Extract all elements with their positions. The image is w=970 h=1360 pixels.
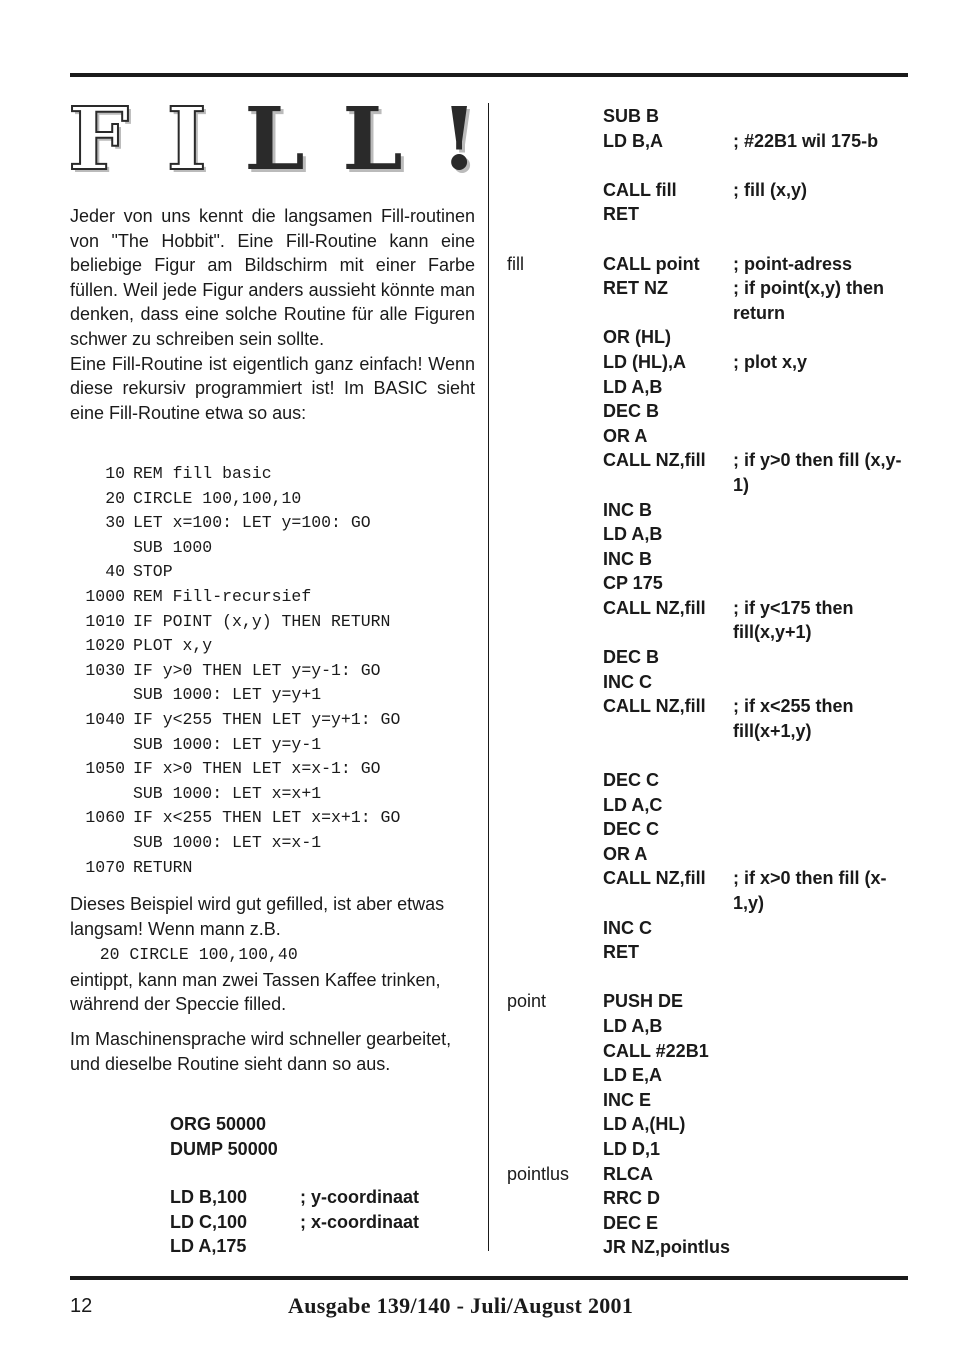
basic-line-code: SUB 1000: LET y=y+1 xyxy=(133,685,322,705)
asm-label xyxy=(507,178,603,203)
asm-instruction: CALL NZ,fill xyxy=(603,597,706,618)
basic-line xyxy=(70,831,400,856)
asm-instruction: LD E,A xyxy=(603,1065,663,1086)
asm-line xyxy=(507,178,907,203)
asm-comment xyxy=(733,645,907,670)
basic-line xyxy=(70,487,400,512)
basic-line-code: PLOT x,y xyxy=(133,636,213,656)
asm-left-listing xyxy=(170,1185,419,1259)
asm-line xyxy=(507,252,907,277)
asm-line xyxy=(507,916,907,941)
basic-line-number: 10 xyxy=(105,464,125,483)
title-letter: L xyxy=(244,89,305,190)
asm-instruction: INC B xyxy=(603,499,652,520)
asm-comment xyxy=(733,547,907,572)
asm-line xyxy=(507,596,907,645)
asm-line xyxy=(507,768,907,793)
asm-line xyxy=(507,1014,907,1039)
basic-line-code: REM fill basic xyxy=(133,464,272,483)
basic-line-code: SUB 1000 xyxy=(133,537,213,557)
asm-line xyxy=(507,1063,907,1088)
asm-line xyxy=(170,1185,419,1210)
asm-label xyxy=(507,129,603,154)
asm-instruction: INC B xyxy=(603,548,652,569)
asm-instruction: RET xyxy=(603,204,639,225)
asm-comment: ; if y>0 then fill (x,y-1) xyxy=(733,450,902,495)
asm-instruction: INC C xyxy=(603,917,652,938)
asm-label xyxy=(507,1186,603,1211)
asm-label xyxy=(507,1014,603,1039)
asm-comment xyxy=(733,940,907,965)
asm-line xyxy=(507,202,907,227)
asm-comment: ; point-adress xyxy=(733,253,853,274)
basic-line-number: 1060 xyxy=(85,808,125,828)
asm-label xyxy=(507,104,603,129)
example-code: 20 CIRCLE 100,100,40 xyxy=(70,945,298,965)
asm-label xyxy=(507,276,603,325)
example-text-2: eintippt, kann man zwei Tassen Kaffee trinken, während der Speccie filled. xyxy=(70,969,441,1015)
asm-comment xyxy=(733,571,907,596)
basic-line xyxy=(70,659,400,684)
asm-instruction: LD D,1 xyxy=(603,1138,661,1159)
asm-dump-line: DUMP 50000 xyxy=(170,1138,278,1159)
asm-comment xyxy=(733,842,907,867)
asm-comment: ; plot x,y xyxy=(733,351,808,372)
basic-line-number: 1000 xyxy=(85,586,125,606)
basic-line-number: 1040 xyxy=(85,709,125,729)
basic-line-number: 1030 xyxy=(85,660,125,680)
asm-line xyxy=(507,842,907,867)
asm-comment: ; if y<175 then fill(x,y+1) xyxy=(733,597,854,643)
asm-instruction: DEC B xyxy=(603,647,660,668)
asm-label: pointlus xyxy=(507,1163,570,1184)
basic-line-number: 40 xyxy=(105,562,125,582)
basic-line xyxy=(70,708,400,733)
asm-line xyxy=(507,325,907,350)
asm-line xyxy=(507,375,907,400)
asm-comment xyxy=(733,1235,907,1260)
asm-comment xyxy=(733,399,907,424)
basic-line-code: IF x<255 THEN LET x=x+1: GO xyxy=(133,808,401,828)
asm-label: point xyxy=(507,991,547,1012)
asm-line xyxy=(507,129,907,154)
asm-comment xyxy=(733,424,907,449)
asm-label xyxy=(507,399,603,424)
asm-label xyxy=(507,842,603,867)
basic-line-code: REM Fill-recursief xyxy=(133,586,312,606)
asm-comment: ; fill (x,y) xyxy=(733,179,808,200)
intro-text: Jeder von uns kennt die langsamen Fill-routinen von "The Hobbit". Eine Fill-Routine kann eine beliebige Figur am Bildschirm mit einer Farbe füllen. Weil jede Figur anders aussieht könnte man denken, dass eine solche Routine für alle Figuren schwer zu schreiben sein sollte. xyxy=(70,206,475,349)
asm-right-listing xyxy=(507,104,907,1260)
asm-instruction: LD (HL),A xyxy=(603,351,686,372)
basic-line xyxy=(70,462,400,487)
asm-comment xyxy=(733,522,907,547)
asm-instruction: SUB B xyxy=(603,106,660,126)
asm-line xyxy=(507,1211,907,1236)
asm-label xyxy=(507,1137,603,1162)
asm-instruction: LD A,C xyxy=(603,794,663,815)
asm-instruction: INC E xyxy=(603,1089,652,1110)
basic-line-code: IF POINT (x,y) THEN RETURN xyxy=(133,611,391,631)
asm-instruction: LD B,A xyxy=(603,130,663,151)
asm-line xyxy=(507,571,907,596)
asm-instruction: LD A,B xyxy=(603,524,663,545)
asm-instruction: JR NZ,pointlus xyxy=(603,1237,730,1258)
top-rule xyxy=(70,73,908,77)
asm-label: fill xyxy=(507,253,524,274)
basic-line-code: SUB 1000: LET x=x-1 xyxy=(133,832,322,852)
asm-comment: ; #22B1 wil 175-b xyxy=(733,130,879,151)
intro-text-2: Eine Fill-Routine ist eigentlich ganz einfach! Wenn diese rekursiv programmiert ist! Im BASIC sieht eine Fill-Routine etwa so aus: xyxy=(70,353,475,423)
asm-line xyxy=(507,448,907,497)
asm-label xyxy=(507,1211,603,1236)
asm-instruction: LD A,B xyxy=(603,376,663,397)
issue-label: Ausgabe 139/140 - Juli/August 2001 xyxy=(288,1293,634,1318)
asm-comment: ; y-coordinaat xyxy=(300,1187,420,1207)
machine-paragraph xyxy=(70,1027,475,1076)
basic-line-code: IF y>0 THEN LET y=y-1: GO xyxy=(133,660,381,680)
basic-line-code: LET x=100: LET y=100: GO xyxy=(133,513,371,533)
basic-listing xyxy=(70,462,400,880)
asm-comment xyxy=(733,104,907,129)
blank-line xyxy=(507,153,907,178)
asm-comment xyxy=(733,1162,907,1187)
asm-line xyxy=(507,940,907,965)
asm-instruction: PUSH DE xyxy=(603,991,684,1012)
asm-label xyxy=(507,498,603,523)
asm-label xyxy=(507,1235,603,1260)
title-letter: I xyxy=(166,89,207,190)
asm-comment xyxy=(733,375,907,400)
basic-line xyxy=(70,733,400,758)
asm-instruction: RRC D xyxy=(603,1188,660,1209)
asm-line xyxy=(507,1162,907,1187)
asm-label xyxy=(507,940,603,965)
asm-instruction: RET xyxy=(603,942,639,963)
asm-line xyxy=(507,350,907,375)
asm-comment xyxy=(733,1014,907,1039)
basic-line xyxy=(70,757,400,782)
asm-line xyxy=(507,1186,907,1211)
asm-instruction: CALL point xyxy=(603,253,700,274)
asm-instruction: DEC E xyxy=(603,1212,659,1233)
basic-line-code: IF y<255 THEN LET y=y+1: GO xyxy=(133,709,401,729)
asm-label xyxy=(507,596,603,645)
asm-label xyxy=(507,448,603,497)
asm-line xyxy=(507,522,907,547)
asm-label xyxy=(507,670,603,695)
page-number: 12 xyxy=(70,1295,93,1317)
basic-line xyxy=(70,610,400,635)
asm-instruction: DEC C xyxy=(603,819,660,840)
asm-comment xyxy=(733,1211,907,1236)
title-letter: F xyxy=(68,89,130,190)
blank-line xyxy=(507,743,907,768)
asm-line xyxy=(507,1235,907,1260)
basic-line-number: 1010 xyxy=(85,611,125,631)
asm-comment: ; x-coordinaat xyxy=(300,1211,420,1232)
asm-label xyxy=(507,325,603,350)
basic-line-number: 1050 xyxy=(85,759,125,779)
asm-label xyxy=(507,424,603,449)
asm-instruction: LD A,175 xyxy=(170,1236,247,1257)
asm-comment xyxy=(733,768,907,793)
asm-instruction: CALL NZ,fill xyxy=(603,868,706,889)
asm-line xyxy=(507,866,907,915)
asm-label xyxy=(507,1039,603,1064)
asm-instruction: RLCA xyxy=(603,1163,653,1184)
asm-comment xyxy=(733,325,907,350)
asm-comment xyxy=(733,670,907,695)
asm-comment xyxy=(733,1186,907,1211)
asm-label xyxy=(507,202,603,227)
asm-line xyxy=(507,498,907,523)
asm-instruction: LD A,B xyxy=(603,1015,663,1036)
asm-instruction: DEC C xyxy=(603,770,660,791)
asm-line xyxy=(507,645,907,670)
basic-line-code: IF x>0 THEN LET x=x-1: GO xyxy=(133,759,381,779)
asm-comment: ; if point(x,y) then return xyxy=(733,278,884,323)
asm-comment xyxy=(733,1137,907,1162)
basic-line xyxy=(70,536,400,561)
basic-line xyxy=(70,511,400,536)
asm-instruction: LD C,100 xyxy=(170,1211,248,1232)
asm-comment xyxy=(733,989,907,1014)
asm-instruction: DEC B xyxy=(603,401,660,422)
asm-label xyxy=(507,768,603,793)
asm-comment: ; if x<255 then fill(x+1,y) xyxy=(733,696,854,741)
asm-line xyxy=(507,1039,907,1064)
bottom-rule xyxy=(70,1276,908,1280)
asm-line xyxy=(507,817,907,842)
basic-line-number: 1070 xyxy=(85,857,125,877)
asm-line xyxy=(507,399,907,424)
article-title xyxy=(68,89,478,190)
asm-line xyxy=(507,1088,907,1113)
asm-comment: ; if x>0 then fill (x-1,y) xyxy=(733,868,887,913)
asm-org-line: ORG 50000 xyxy=(170,1114,267,1134)
asm-comment xyxy=(733,793,907,818)
asm-line xyxy=(507,104,907,129)
basic-line-code: RETURN xyxy=(133,857,193,877)
asm-comment xyxy=(733,1112,907,1137)
asm-instruction: CALL #22B1 xyxy=(603,1040,709,1061)
basic-line xyxy=(70,634,400,659)
asm-line xyxy=(507,1137,907,1162)
intro-paragraph xyxy=(70,204,475,425)
asm-comment xyxy=(733,1088,907,1113)
asm-label xyxy=(507,1088,603,1113)
asm-instruction: CALL fill xyxy=(603,179,677,200)
asm-line xyxy=(507,547,907,572)
basic-line-code: CIRCLE 100,100,10 xyxy=(133,488,302,508)
basic-line xyxy=(70,560,400,585)
asm-instruction: OR A xyxy=(603,843,648,864)
asm-comment xyxy=(733,916,907,941)
basic-line-number: 20 xyxy=(105,488,125,508)
asm-line xyxy=(507,670,907,695)
asm-label xyxy=(507,793,603,818)
asm-comment xyxy=(733,202,907,227)
asm-line xyxy=(170,1210,419,1235)
asm-instruction: LD B,100 xyxy=(170,1187,248,1207)
basic-line xyxy=(70,683,400,708)
asm-line xyxy=(507,276,907,325)
asm-instruction: CP 175 xyxy=(603,573,663,594)
asm-instruction: OR (HL) xyxy=(603,327,671,348)
blank-line xyxy=(507,965,907,990)
asm-label xyxy=(507,645,603,670)
asm-label xyxy=(507,866,603,915)
asm-line xyxy=(507,424,907,449)
asm-header xyxy=(170,1112,278,1161)
asm-instruction: OR A xyxy=(603,425,648,446)
asm-line xyxy=(170,1234,419,1259)
basic-line-code: SUB 1000: LET y=y-1 xyxy=(133,734,322,754)
asm-line xyxy=(507,989,907,1014)
asm-comment xyxy=(733,817,907,842)
asm-label xyxy=(507,350,603,375)
asm-label xyxy=(507,817,603,842)
asm-instruction: CALL NZ,fill xyxy=(603,696,706,717)
basic-line-code: SUB 1000: LET x=x+1 xyxy=(133,783,322,803)
asm-instruction: RET NZ xyxy=(603,278,668,299)
basic-line-number: 1020 xyxy=(85,636,125,656)
basic-line xyxy=(70,585,400,610)
asm-label xyxy=(507,694,603,743)
asm-label xyxy=(507,1112,603,1137)
basic-line xyxy=(70,806,400,831)
asm-label xyxy=(507,522,603,547)
asm-label xyxy=(507,1063,603,1088)
basic-line xyxy=(70,856,400,881)
asm-instruction: INC C xyxy=(603,671,652,692)
title-letter: ! xyxy=(440,89,478,190)
asm-instruction: LD A,(HL) xyxy=(603,1114,686,1135)
asm-comment xyxy=(733,1039,907,1064)
asm-instruction: CALL NZ,fill xyxy=(603,450,706,471)
basic-line-code: STOP xyxy=(133,562,173,582)
basic-line-number: 30 xyxy=(105,513,125,533)
column-divider xyxy=(488,103,489,1251)
asm-label xyxy=(507,916,603,941)
asm-label xyxy=(507,571,603,596)
title-letter: L xyxy=(342,89,403,190)
asm-comment xyxy=(733,1063,907,1088)
example-text: Dieses Beispiel wird gut gefilled, ist aber etwas langsam! Wenn mann z.B. xyxy=(70,894,445,939)
blank-line xyxy=(507,227,907,252)
example-paragraph xyxy=(70,892,475,1017)
asm-label xyxy=(507,547,603,572)
asm-comment xyxy=(733,498,907,523)
machine-text: Im Maschinensprache wird schneller gearbeitet, und dieselbe Routine sieht dann so aus. xyxy=(70,1029,452,1074)
asm-line xyxy=(507,694,907,743)
asm-line xyxy=(507,1112,907,1137)
asm-line xyxy=(507,793,907,818)
asm-label xyxy=(507,375,603,400)
basic-line xyxy=(70,782,400,807)
